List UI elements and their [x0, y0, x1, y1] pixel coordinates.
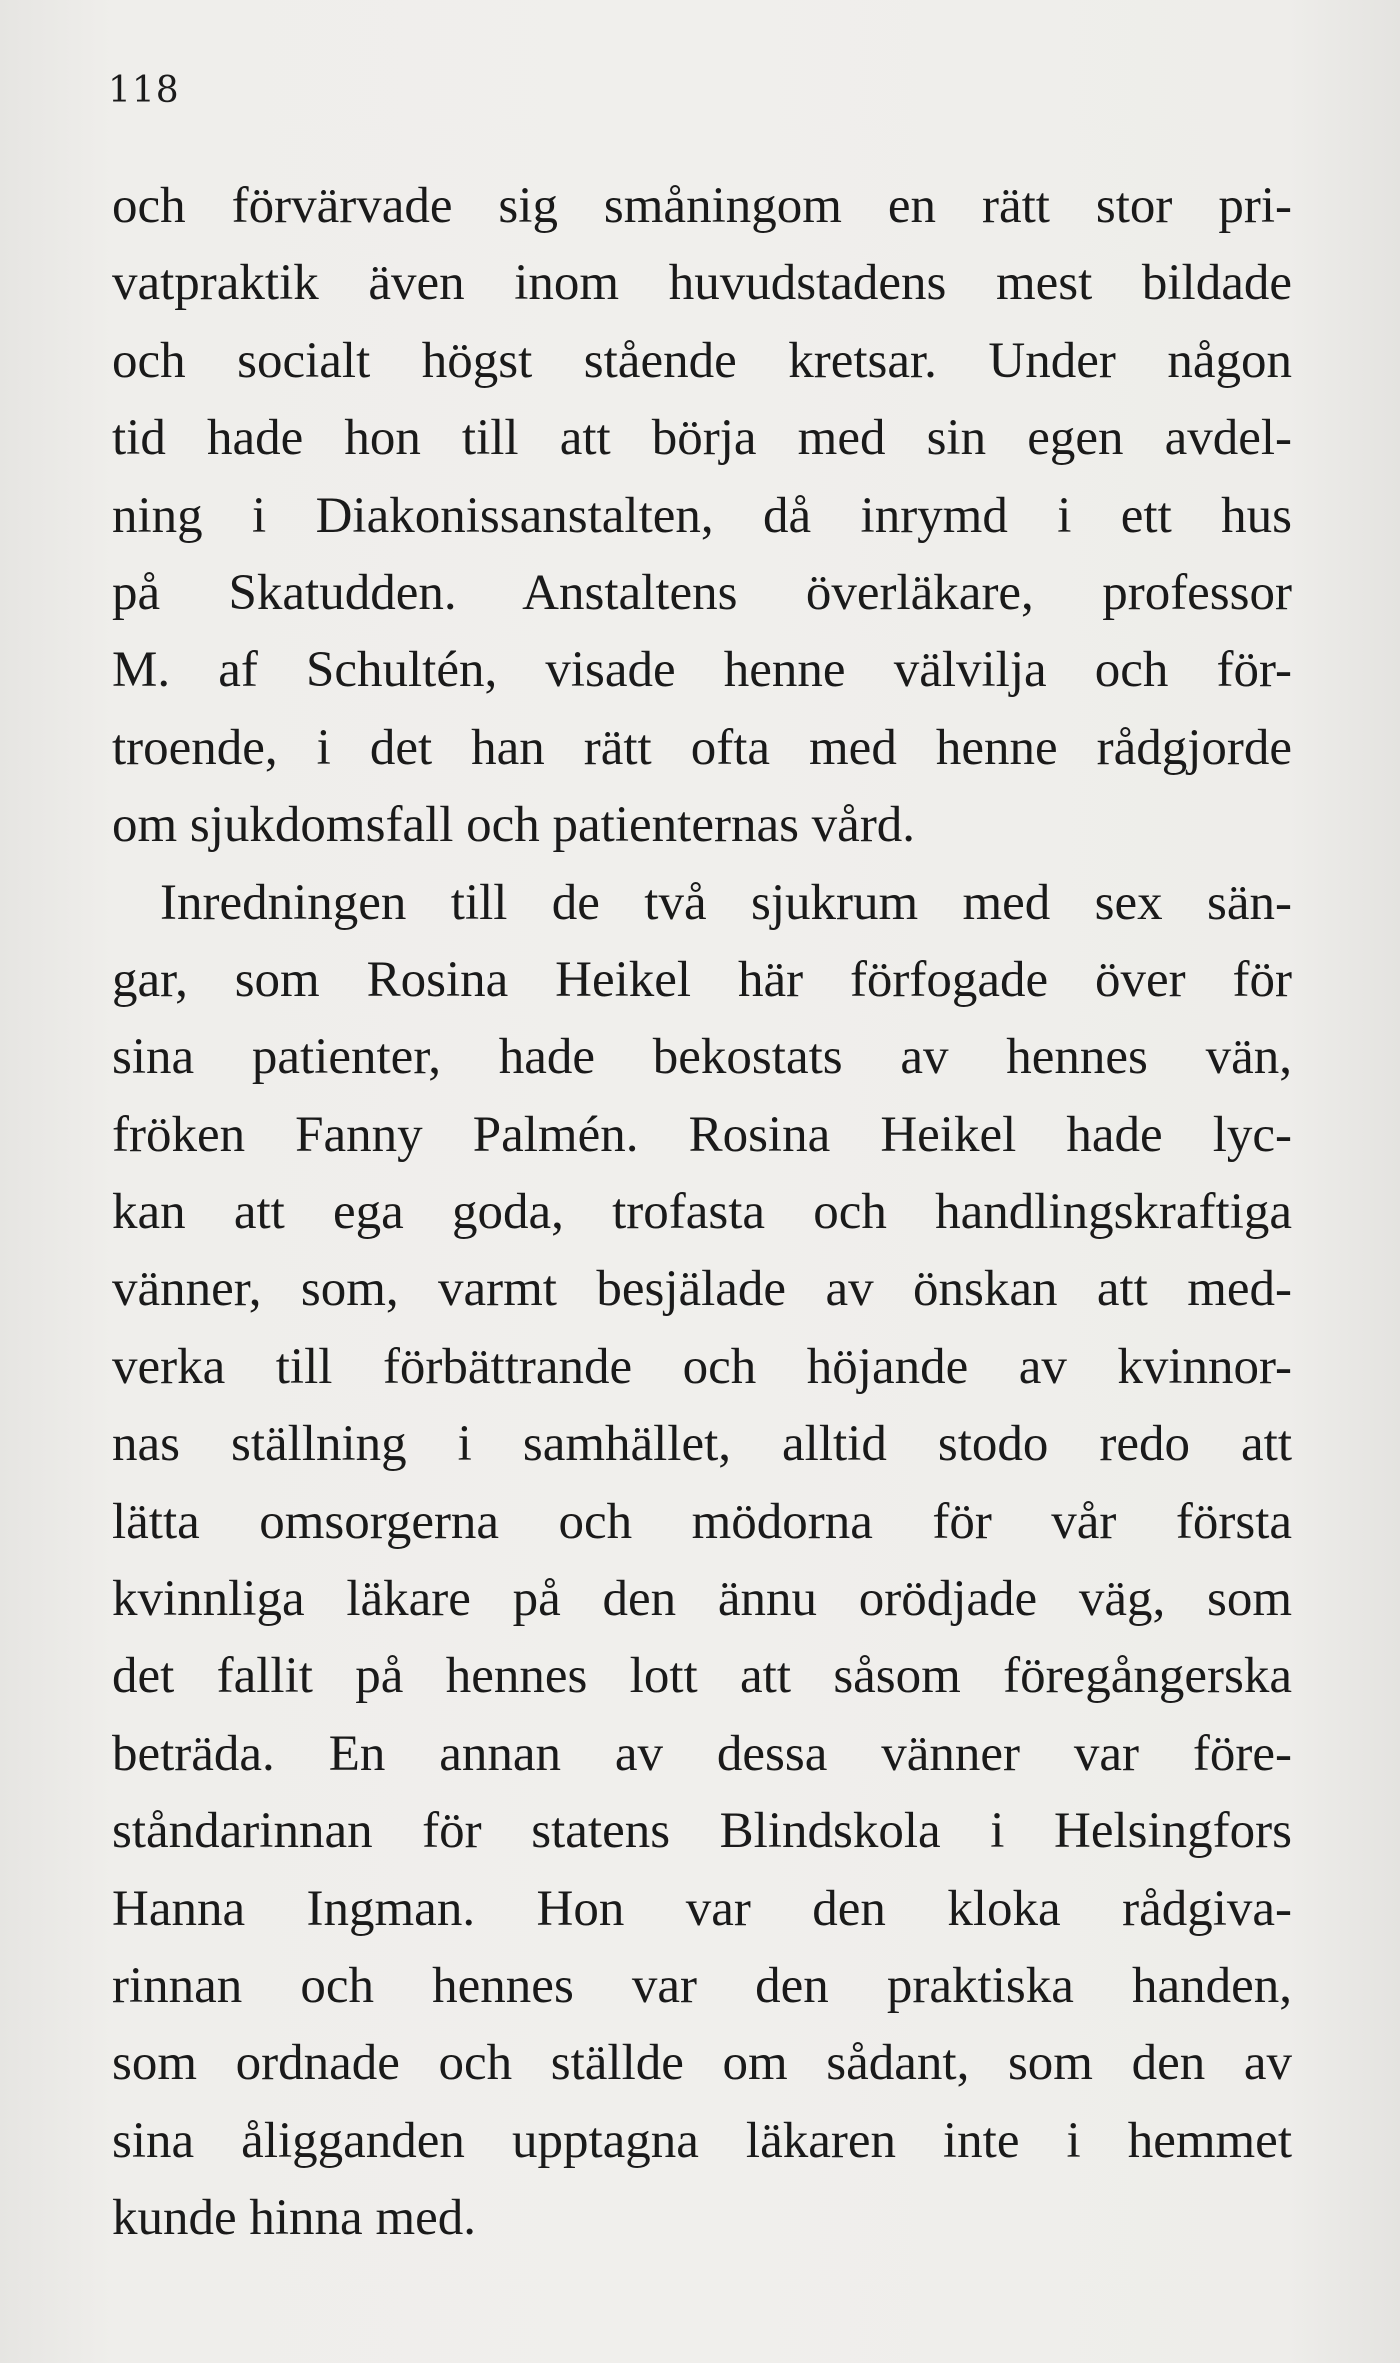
text-line: troende, i det han rätt ofta med henne rådgjorde — [112, 719, 1292, 776]
body-text — [112, 168, 1292, 2258]
text-line: vänner, som, varmt besjälade av önskan att med- — [112, 1261, 1292, 1318]
text-line: lätta omsorgerna och mödorna för vår första — [112, 1493, 1292, 1550]
text-line: kvinnliga läkare på den ännu orödjade väg, som — [112, 1571, 1292, 1628]
text-line: rinnan och hennes var den praktiska handen, — [112, 1957, 1292, 2014]
text-line: på Skatudden. Anstaltens överläkare, professor — [112, 564, 1292, 621]
text-line: Hanna Ingman. Hon var den kloka rådgiva- — [112, 1880, 1292, 1937]
text-line: som ordnade och ställde om sådant, som den av — [112, 2035, 1292, 2092]
text-line: verka till förbättrande och höjande av kvinnor- — [112, 1338, 1292, 1395]
text-line: beträda. En annan av dessa vänner var före- — [112, 1725, 1292, 1782]
text-line: kan att ega goda, trofasta och handlingskraftiga — [112, 1184, 1292, 1241]
paragraph-start-line: Inredningen till de två sjukrum med sex sän- — [160, 874, 1292, 931]
text-line: ståndarinnan för statens Blindskola i Helsingfors — [112, 1803, 1292, 1860]
text-line: gar, som Rosina Heikel här förfogade över för — [112, 951, 1292, 1008]
text-line: M. af Schultén, visade henne välvilja och för- — [112, 642, 1292, 699]
text-line: sina patienter, hade bekostats av hennes vän, — [112, 1029, 1292, 1086]
text-line: det fallit på hennes lott att såsom föregångerska — [112, 1648, 1292, 1705]
text-line: och socialt högst stående kretsar. Under någon — [112, 332, 1292, 389]
text-line: sina åligganden upptagna läkaren inte i hemmet — [112, 2112, 1292, 2169]
text-line: fröken Fanny Palmén. Rosina Heikel hade lyc- — [112, 1106, 1292, 1163]
text-line: nas ställning i samhället, alltid stodo redo att — [112, 1416, 1292, 1473]
text-line: ning i Diakonissanstalten, då inrymd i ett hus — [112, 487, 1292, 544]
page-number: 118 — [108, 70, 180, 111]
text-line: tid hade hon till att börja med sin egen avdel- — [112, 410, 1292, 467]
paragraph-end-line: om sjukdomsfall och patienternas vård. — [112, 797, 916, 854]
text-line: vatpraktik även inom huvudstadens mest bildade — [112, 255, 1292, 312]
text-line: och förvärvade sig småningom en rätt stor pri- — [112, 178, 1292, 234]
paragraph-end-line: kunde hinna med. — [112, 2190, 476, 2247]
